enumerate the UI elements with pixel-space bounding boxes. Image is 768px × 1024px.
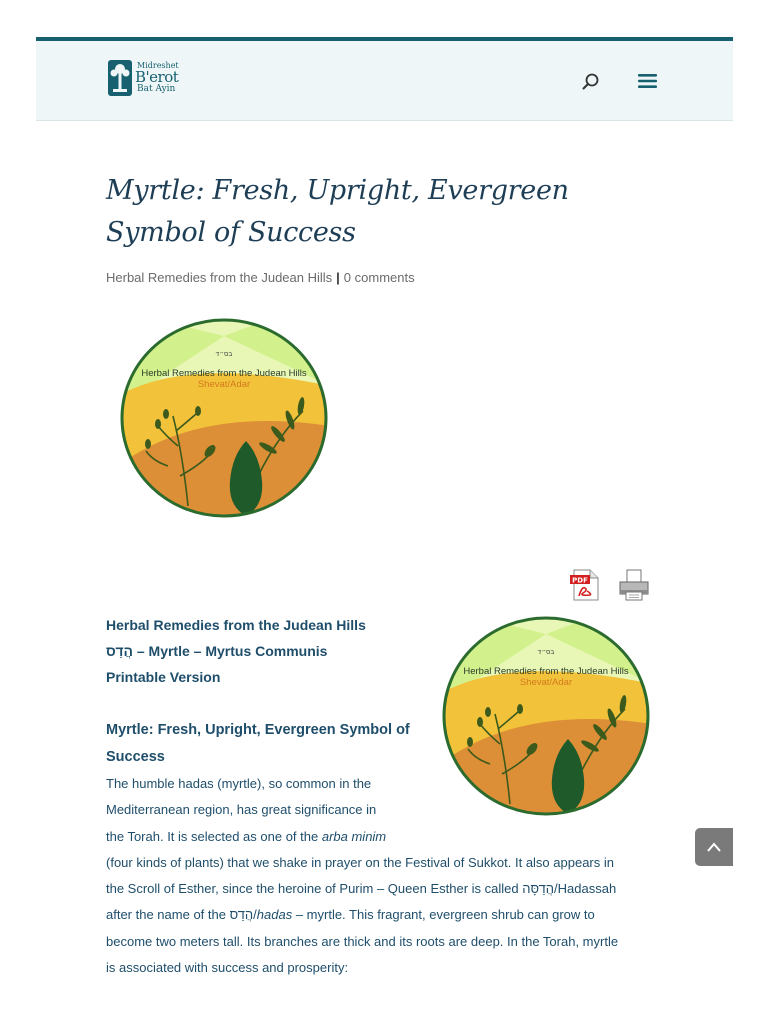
para-line: the Scroll of Esther, since the heroine of Purim – Queen Esther is called הֲדַסָּה/Hadassah [106,881,617,897]
meta-separator: | [336,270,340,285]
para-line [106,824,658,850]
lead-line-1: Herbal Remedies from the Judean Hills [106,617,366,633]
badge-subtitle: Shevat/Adar [197,379,251,390]
badge-hebrew: בס״ד [215,350,233,358]
chevron-up-icon [706,841,722,853]
para-line: become two meters tall. Its branches are thick and its roots are deep. In the Torah, myrtle [106,933,619,949]
comments-link[interactable]: 0 comments [343,270,415,285]
svg-text:PDF: PDF [572,576,588,585]
post-title: Myrtle: Fresh, Upright, Evergreen Symbol of Success [106,175,569,248]
badge-title: Herbal Remedies from the Judean Hills [141,368,307,379]
site-logo[interactable] [108,60,179,96]
post-meta [106,270,415,285]
back-to-top-button[interactable] [695,828,733,866]
para-line: Mediterranean region, has great significance in [106,802,377,818]
logo-line-3: Bat Ayin [137,84,176,94]
para-line [106,902,658,928]
badge-hebrew-2: בס״ד [537,648,555,656]
printable-version-link[interactable]: Printable Version [106,669,221,685]
logo-text [135,62,179,94]
herbal-remedies-badge-image [118,316,330,520]
logo-tree-icon [108,60,132,96]
logo-line-2: B'erot [135,68,179,86]
para-line: The humble hadas (myrtle), so common in the [106,776,372,791]
hamburger-menu-icon[interactable] [637,71,659,91]
badge-subtitle-2: Shevat/Adar [519,677,573,688]
para-italic: hadas [256,907,293,923]
para-line: is associated with success and prosperity: [106,960,349,976]
logo-line-1: Midreshet [137,61,179,70]
site-header [36,37,733,120]
para-text: after the name of the הֲדַס/ [106,907,257,923]
lead-line-2: הֲדַס – Myrtle – Myrtus Communis [106,643,328,659]
printer-icon[interactable] [617,568,651,602]
para-text: – myrtle. This fragrant, evergreen shrub can grow to [292,907,595,923]
article-subheading: Myrtle: Fresh, Upright, Evergreen Symbol of Success [106,722,410,765]
para-text: the Torah. It is selected as one of the [106,828,322,844]
para-line: (four kinds of plants) that we shake in prayer on the Festival of Sukkot. It also appears in [106,854,614,870]
pdf-icon[interactable] [568,568,602,602]
search-icon[interactable] [581,72,601,92]
article-paragraph [106,771,658,981]
badge-title-2: Herbal Remedies from the Judean Hills [463,666,629,677]
category-link[interactable]: Herbal Remedies from the Judean Hills [106,270,333,285]
para-italic: arba minim [321,828,387,844]
